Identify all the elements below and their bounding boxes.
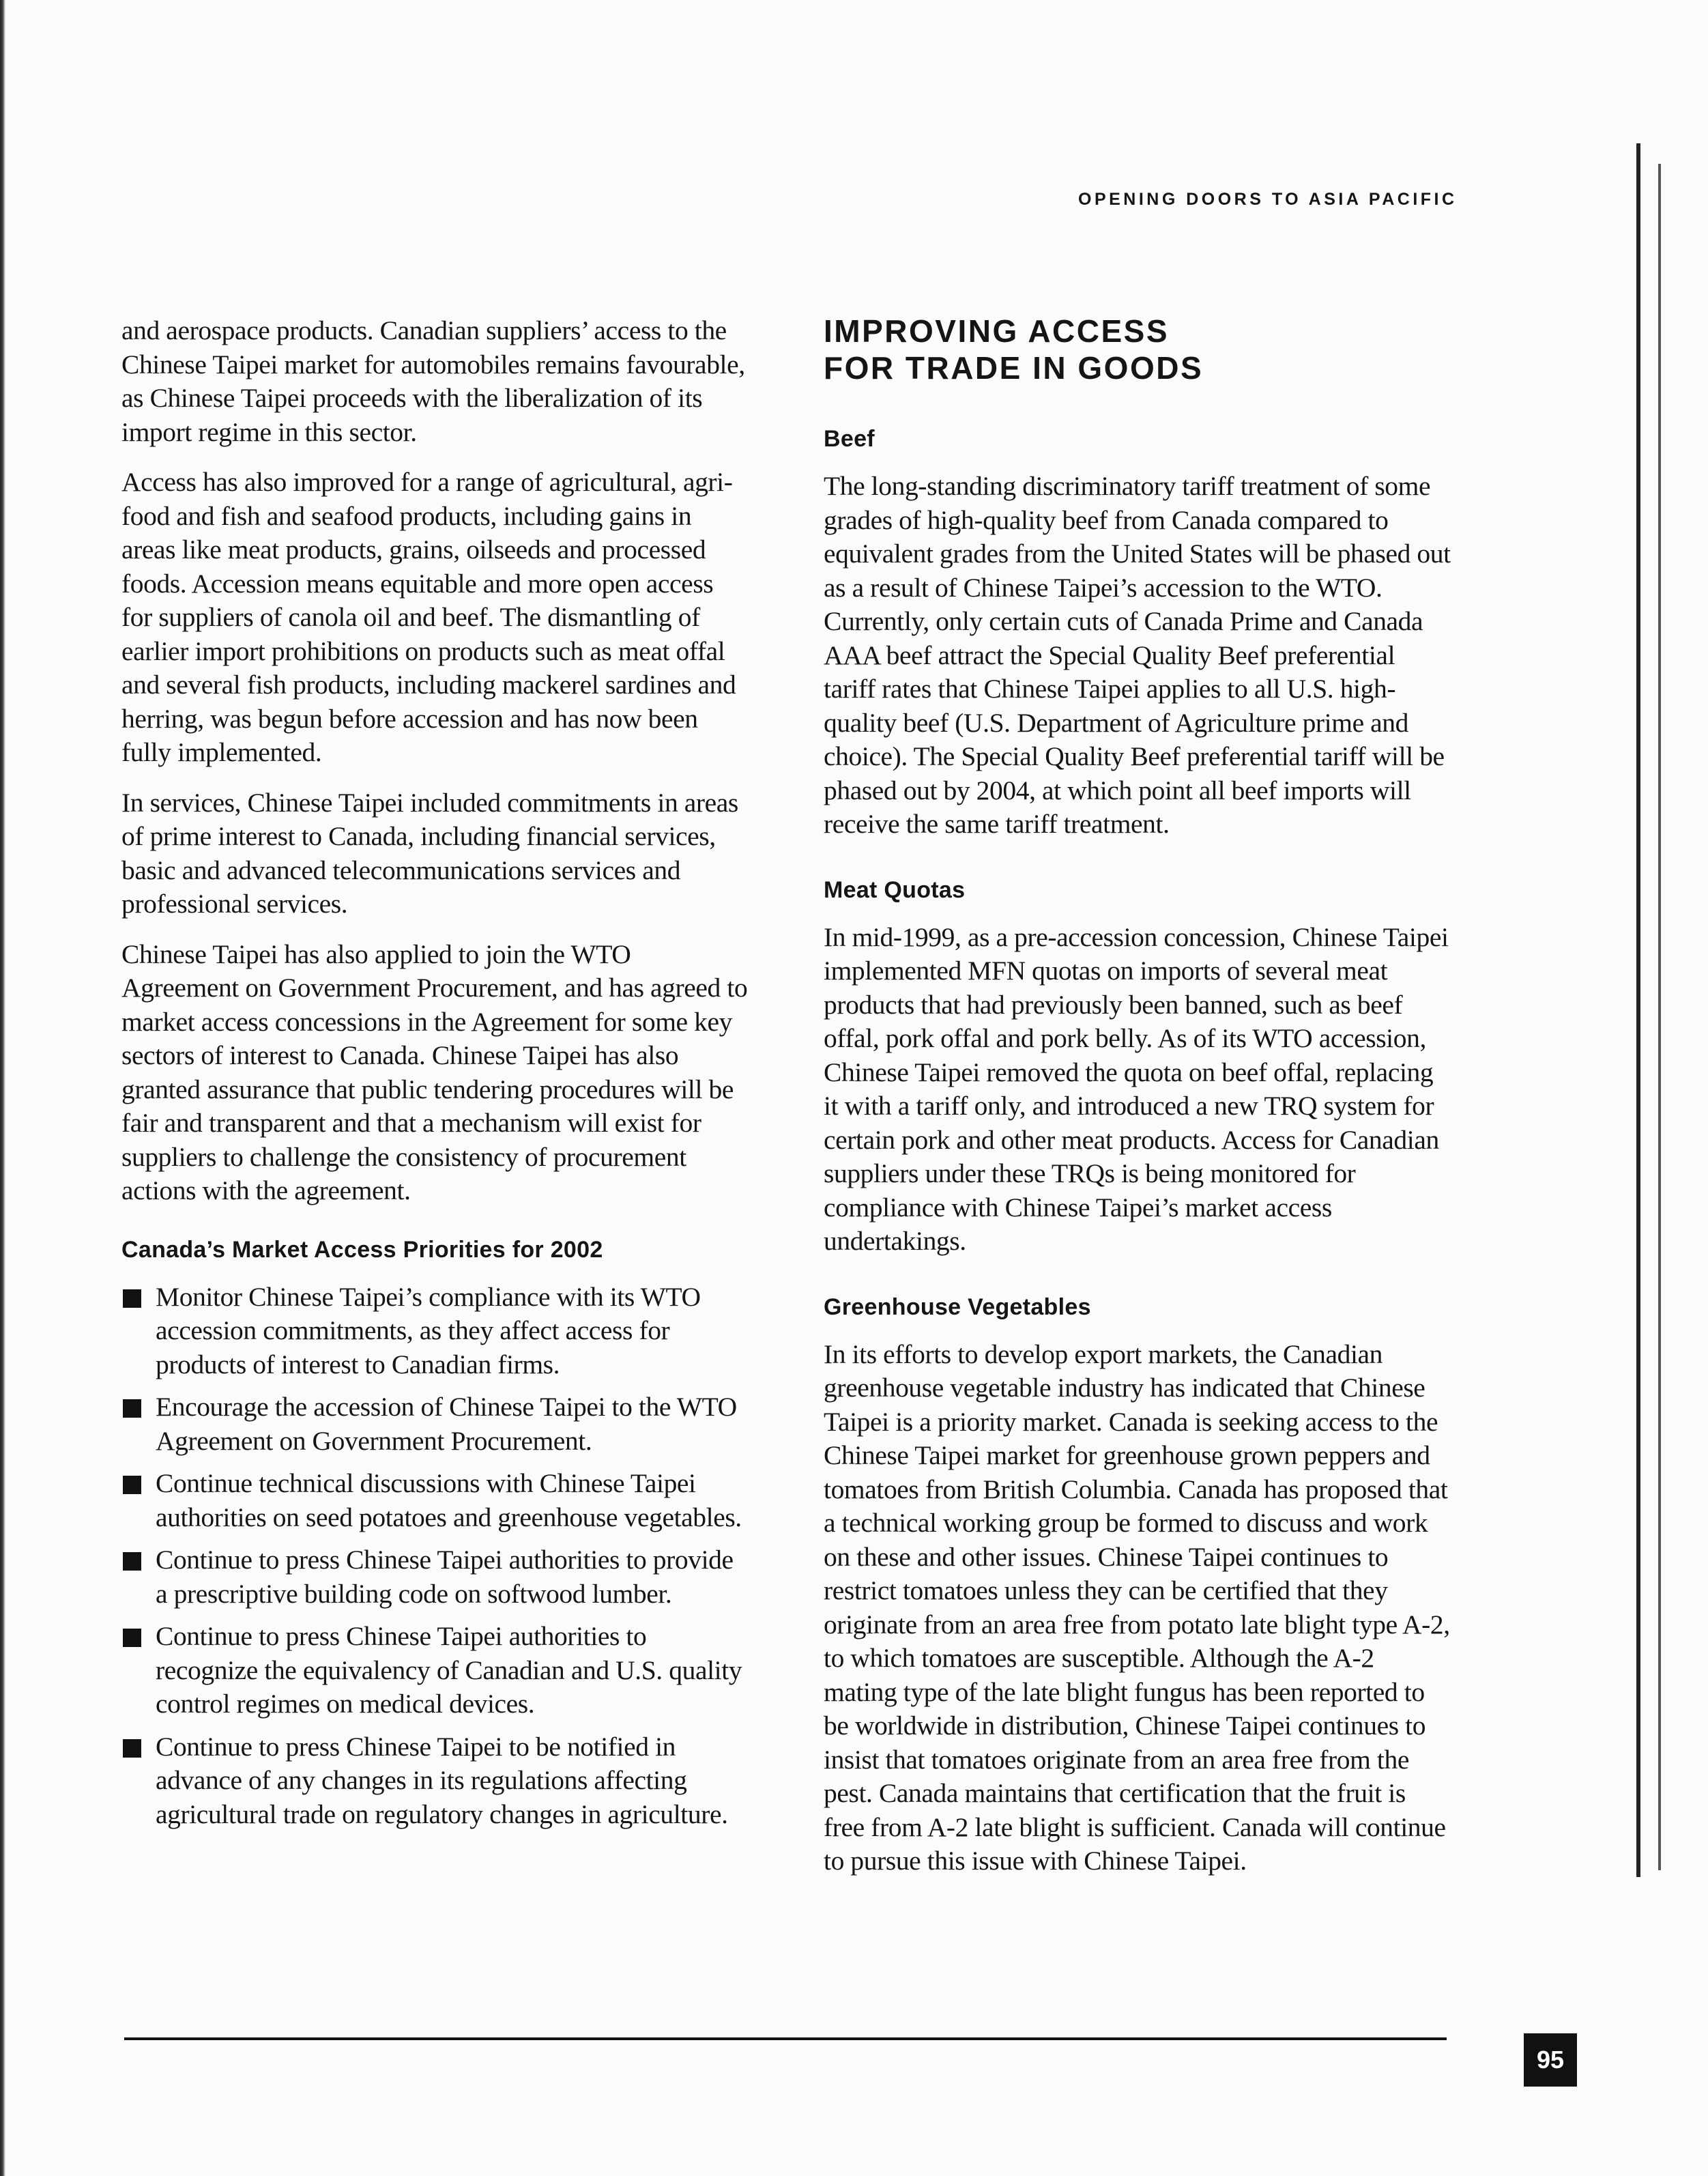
priority-item xyxy=(121,1467,749,1534)
priority-text: Continue to press Chinese Taipei authorities to recognize the equivalency of Canadian and U.S. quality control regimes on medical devices. xyxy=(156,1621,742,1719)
priorities-heading: Canada’s Market Access Priorities for 2002 xyxy=(121,1236,603,1263)
paragraph: and aerospace products. Canadian suppliers’ access to the Chinese Taipei market for automobiles remains favourable, as Chinese Taipei proceeds with the liberalization of its import regime in this sector. xyxy=(121,315,745,447)
square-bullet-icon xyxy=(123,1739,141,1758)
right-column xyxy=(824,313,1451,1895)
section-title: IMPROVING ACCESS FOR TRADE IN GOODS xyxy=(824,313,1204,386)
square-bullet-icon xyxy=(123,1289,141,1308)
priority-text: Continue technical discussions with Chinese Taipei authorities on seed potatoes and greenhouse vegetables. xyxy=(156,1468,742,1532)
page-number: 95 xyxy=(1524,2033,1577,2087)
paragraph: In services, Chinese Taipei included commitments in areas of prime interest to Canada, including financial services, basic and advanced telecommunications services and professional services. xyxy=(121,787,738,919)
subsection-heading-beef: Beef xyxy=(824,426,875,452)
subsection-text-greenhouse: In its efforts to develop export markets, the Canadian greenhouse vegetable industry has indicated that Chinese Taipei is a priority market. Canada is seeking access to the Chinese Taipei market for greenhouse grown peppers and tomatoes from British Columbia. Canada has proposed that a technical working group be formed to discuss and work on these and other issues. Chinese Taipei continues to restrict tomatoes unless they can be certified that they originate from an area free from potato late blight type A-2, to which tomatoes are susceptible. Although the A-2 mating type of the late blight fungus has been reported to be worldwide in distribution, Chinese Taipei continues to insist that tomatoes originate from an area free from the pest. Canada maintains that certification that the fruit is free from A-2 late blight is sufficient. Canada will continue to pursue this issue with Chinese Taipei. xyxy=(824,1338,1450,1876)
subsection-text-meat-quotas: In mid-1999, as a pre-accession concession, Chinese Taipei implemented MFN quotas on imports of several meat products that had previously been banned, such as beef offal, pork offal and pork belly. As of its WTO accession, Chinese Taipei removed the quota on beef offal, replacing it with a tariff only, and introduced a new TRQ system for certain pork and other meat products. Access for Canadian suppliers under these TRQs is being monitored for compliance with Chinese Taipei’s market access undertakings. xyxy=(824,921,1449,1256)
priorities-list xyxy=(121,1280,749,1832)
running-head: OPENING DOORS TO ASIA PACIFIC xyxy=(1078,190,1458,209)
square-bullet-icon xyxy=(123,1629,141,1647)
priority-item xyxy=(121,1543,749,1611)
priority-text: Continue to press Chinese Taipei authorities to provide a prescriptive building code on softwood lumber. xyxy=(156,1545,734,1609)
scan-edge-left xyxy=(0,0,5,2176)
subsection-text-beef: The long-standing discriminatory tariff treatment of some grades of high-quality beef from Canada compared to equivalent grades from the United States will be phased out as a result of Chinese Taipei’s accession to the WTO. Currently, only certain cuts of Canada Prime and Canada AAA beef attract the Special Quality Beef preferential tariff rates that Chinese Taipei applies to all U.S. high-quality beef (U.S. Department of Agriculture prime and choice). The Special Quality Beef preferential tariff will be phased out by 2004, at which point all beef imports will receive the same tariff treatment. xyxy=(824,471,1451,839)
square-bullet-icon xyxy=(123,1552,141,1571)
scan-edge-right xyxy=(1636,143,1640,1877)
scan-edge-right-inner xyxy=(1658,164,1661,1870)
priority-text: Encourage the accession of Chinese Taipei to the WTO Agreement on Government Procurement. xyxy=(156,1392,737,1456)
paragraph: Access has also improved for a range of agricultural, agri-food and fish and seafood products, including gains in areas like meat products, grains, oilseeds and processed foods. Accession means equitable and more open access for suppliers of canola oil and beef. The dismantling of earlier import prohibitions on products such as meat offal and several fish products, including mackerel sardines and herring, was begun before accession and has now been fully implemented. xyxy=(121,467,736,767)
paragraph: Chinese Taipei has also applied to join the WTO Agreement on Government Procurement, and has agreed to market access concessions in the Agreement for some key sectors of interest to Canada. Chinese Taipei has also granted assurance that public tendering procedures will be fair and transparent and that a mechanism will exist for suppliers to challenge the consistency of procurement actions with the agreement. xyxy=(121,939,748,1205)
square-bullet-icon xyxy=(123,1476,141,1494)
priority-text: Monitor Chinese Taipei’s compliance with its WTO accession commitments, as they affect access for products of interest to Canadian firms. xyxy=(156,1281,701,1379)
footer-rule xyxy=(124,2037,1447,2040)
subsection-heading-greenhouse: Greenhouse Vegetables xyxy=(824,1293,1091,1320)
priority-item xyxy=(121,1620,749,1721)
priority-item xyxy=(121,1280,749,1382)
priority-item xyxy=(121,1390,749,1458)
left-column xyxy=(121,314,749,1840)
square-bullet-icon xyxy=(123,1399,141,1418)
priority-item xyxy=(121,1730,749,1832)
subsection-heading-meat-quotas: Meat Quotas xyxy=(824,876,966,903)
priority-text: Continue to press Chinese Taipei to be notified in advance of any changes in its regulations affecting agricultural trade on regulatory changes in agriculture. xyxy=(156,1731,728,1829)
